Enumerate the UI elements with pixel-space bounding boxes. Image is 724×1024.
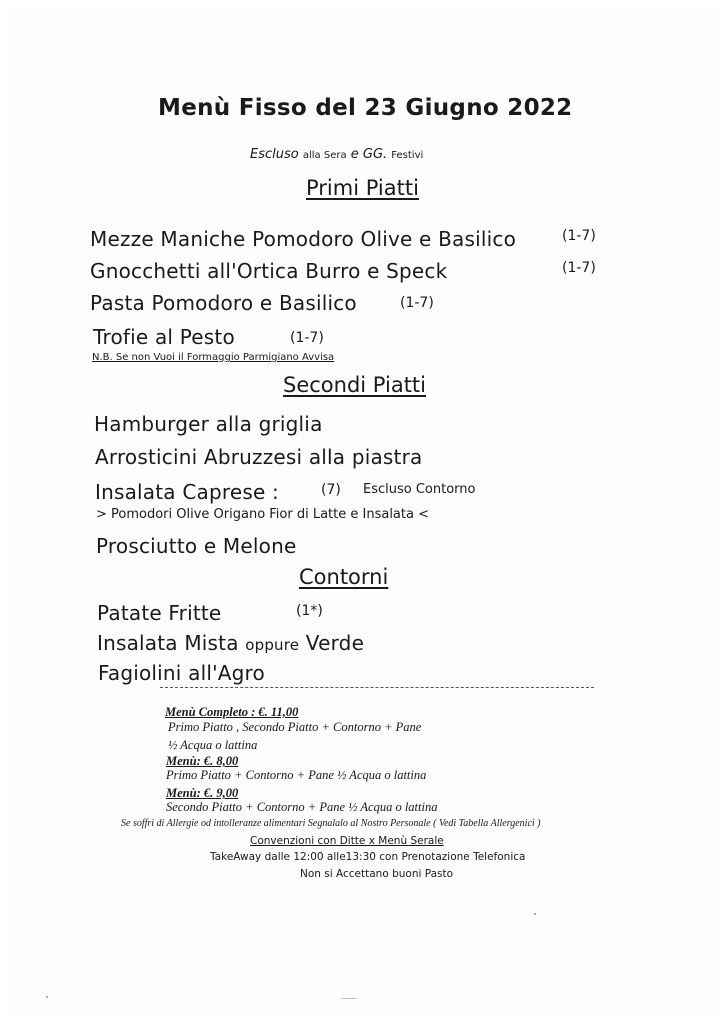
- menu-8-label: Menù: €. 8,00: [166, 754, 239, 768]
- dish-prosciutto: Prosciutto e Melone: [96, 534, 297, 558]
- menu-9-label: Menù: €. 9,00: [166, 786, 239, 800]
- section-contorni-heading: Contorni: [299, 565, 389, 589]
- dish-arrosticini: Arrosticini Abruzzesi alla piastra: [95, 445, 423, 469]
- allergen-code: (1-7): [562, 228, 596, 244]
- side-insalata-mid: oppure: [245, 636, 300, 654]
- allergen-code: (1-7): [400, 295, 434, 311]
- buoni-pasto-note: Non si Accettano buoni Pasto: [300, 868, 454, 880]
- dish-hamburger: Hamburger alla griglia: [94, 412, 323, 436]
- takeaway-note: TakeAway dalle 12:00 alle13:30 con Prenotazione Telefonica: [210, 851, 526, 863]
- allergen-code: (1*): [296, 603, 323, 619]
- caprese-description: > Pomodori Olive Origano Fior di Latte e Insalata <: [96, 507, 429, 522]
- side-insalata-name: Insalata Mista: [97, 631, 239, 655]
- scan-speck: [534, 913, 536, 915]
- scan-speck: [46, 996, 48, 998]
- menu-completo-label: Menù Completo : €. 11,00: [165, 705, 299, 719]
- side-insalata: [97, 631, 364, 655]
- divider-line: [160, 687, 594, 688]
- dish-gnocchetti: Gnocchetti all'Ortica Burro e Speck: [90, 259, 448, 283]
- menu-completo-line1: Primo Piatto , Secondo Piatto + Contorno + Pane: [168, 720, 422, 734]
- dish-trofie: Trofie al Pesto: [93, 325, 235, 349]
- subtitle-part4: Festivi: [391, 150, 424, 161]
- subtitle-part2: alla Sera: [302, 150, 347, 161]
- side-insalata-tail: Verde: [305, 631, 365, 655]
- side-patate-fritte: Patate Fritte: [97, 601, 222, 625]
- allergy-note: Se soffri di Allergie od intolleranze alimentari Segnalalo al Nostro Personale ( Vedi Tabella Allergenici ): [121, 818, 541, 829]
- menu-9-line: Secondo Piatto + Contorno + Pane ½ Acqua o lattina: [166, 800, 438, 814]
- parmigiano-note: N.B. Se non Vuoi il Formaggio Parmigiano Avvisa: [92, 352, 335, 363]
- section-secondi-heading: Secondi Piatti: [283, 373, 427, 397]
- subtitle: [250, 147, 423, 162]
- dish-caprese: Insalata Caprese :: [95, 480, 279, 504]
- allergen-code: (7): [321, 482, 341, 498]
- allergen-code: (1-7): [290, 330, 324, 346]
- caprese-extra: Escluso Contorno: [363, 482, 476, 497]
- page-title: Menù Fisso del 23 Giugno 2022: [158, 95, 573, 121]
- side-fagiolini: Fagiolini all'Agro: [98, 661, 265, 685]
- section-primi-heading: Primi Piatti: [306, 176, 419, 200]
- subtitle-part1: Escluso: [250, 147, 299, 162]
- convenzioni-note: Convenzioni con Ditte x Menù Serale: [250, 835, 444, 847]
- allergen-code: (1-7): [562, 260, 596, 276]
- menu-8-line: Primo Piatto + Contorno + Pane ½ Acqua o lattina: [166, 768, 427, 782]
- scan-speck: [340, 998, 358, 999]
- dish-mezze-maniche: Mezze Maniche Pomodoro Olive e Basilico: [90, 227, 517, 251]
- subtitle-part3: e GG.: [350, 147, 388, 162]
- menu-completo-line2: ½ Acqua o lattina: [168, 738, 258, 752]
- dish-pasta-pomodoro: Pasta Pomodoro e Basilico: [90, 291, 357, 315]
